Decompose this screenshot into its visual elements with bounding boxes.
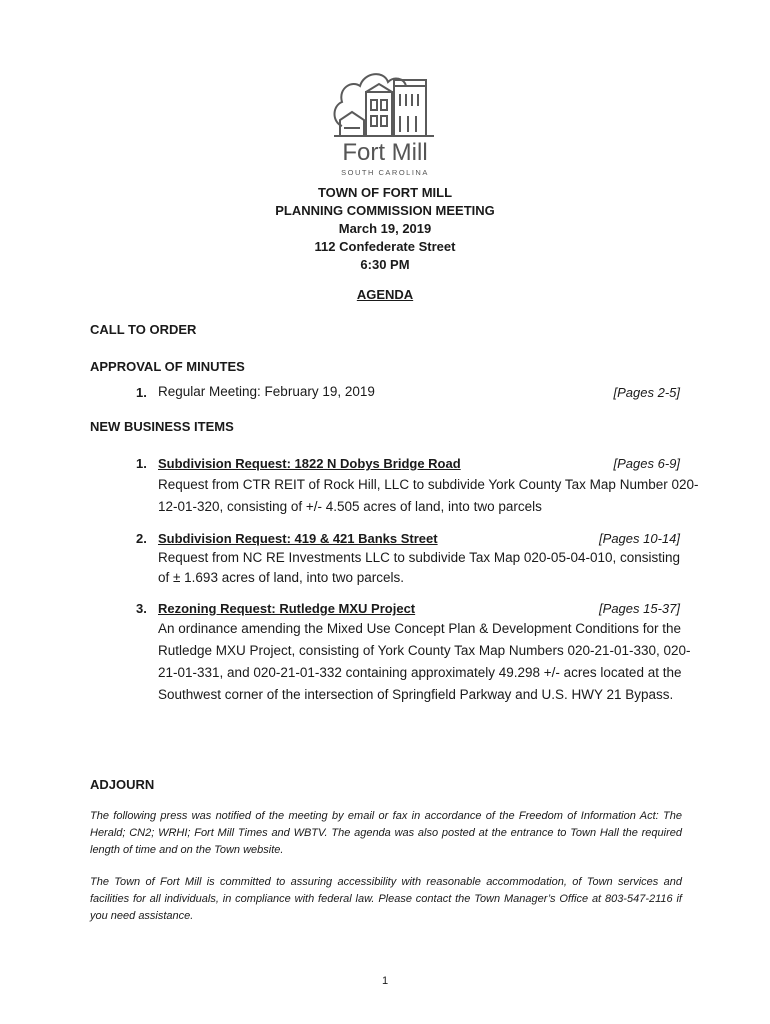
page-number: 1	[381, 975, 389, 987]
item-desc-line: An ordinance amending the Mixed Use Concept Plan & Development Conditions for the	[158, 621, 682, 636]
minutes-pages: [Pages 2-5]	[613, 385, 680, 400]
item-number: 2.	[136, 531, 147, 546]
new-business-heading: NEW BUSINESS ITEMS	[90, 419, 234, 434]
item-desc-line: Southwest corner of the intersection of Springfield Parkway and U.S. HWY 21 Bypass.	[158, 687, 674, 702]
adjourn-heading: ADJOURN	[90, 777, 155, 792]
item-number: 1.	[136, 456, 147, 471]
call-to-order-heading: CALL TO ORDER	[90, 322, 197, 337]
item-title: Rezoning Request: Rutledge MXU Project	[158, 601, 416, 616]
logo-subtitle: SOUTH CAROLINA	[341, 168, 429, 177]
item-desc-line: Request from CTR REIT of Rock Hill, LLC to subdivide York County Tax Map Number 020-	[158, 477, 699, 492]
header-address: 112 Confederate Street	[314, 239, 456, 254]
town-logo	[330, 62, 440, 182]
header-town: TOWN OF FORT MILL	[317, 185, 453, 200]
town-buildings-icon	[330, 62, 440, 140]
header-meeting: PLANNING COMMISSION MEETING	[275, 203, 495, 218]
approval-heading: APPROVAL OF MINUTES	[90, 359, 245, 374]
item-pages: [Pages 10-14]	[599, 531, 680, 546]
minutes-text: Regular Meeting: February 19, 2019	[158, 384, 375, 399]
minutes-number: 1.	[136, 385, 147, 400]
item-pages: [Pages 15-37]	[599, 601, 680, 616]
logo-name: Fort Mill	[342, 139, 428, 166]
item-number: 3.	[136, 601, 147, 616]
item-title: Subdivision Request: 419 & 421 Banks Street	[158, 531, 438, 546]
item-pages: [Pages 6-9]	[613, 456, 680, 471]
item-desc-line: Rutledge MXU Project, consisting of York County Tax Map Numbers 020-21-01-330, 020-	[158, 643, 691, 658]
agenda-title: AGENDA	[356, 287, 414, 302]
item-desc-line: 12-01-320, consisting of +/- 4.505 acres of land, into two parcels	[158, 499, 542, 514]
header-date: March 19, 2019	[338, 221, 432, 236]
header-time: 6:30 PM	[360, 257, 410, 272]
item-desc-line: Request from NC RE Investments LLC to subdivide Tax Map 020-05-04-010, consisting	[158, 550, 681, 565]
accessibility-notice: The Town of Fort Mill is committed to assuring accessibility with reasonable accommodation, of Town services and facilities for all individuals, in compliance with federal law. Please contact the Town Manager’s Office at 803-547-2116 if you need assistance.	[90, 876, 682, 922]
item-desc-line: 21-01-331, and 020-21-01-332 containing approximately 49.298 +/- acres located at the	[158, 665, 682, 680]
item-desc-line: of ± 1.693 acres of land, into two parcels.	[158, 570, 405, 585]
press-notice: The following press was notified of the meeting by email or fax in accordance of the Freedom of Information Act: The Herald; CN2; WRHI; Fort Mill Times and WBTV. The agenda was also posted at the entrance to Town Hall the required length of time and on the Town website.	[90, 810, 682, 856]
item-title: Subdivision Request: 1822 N Dobys Bridge Road	[158, 456, 461, 471]
